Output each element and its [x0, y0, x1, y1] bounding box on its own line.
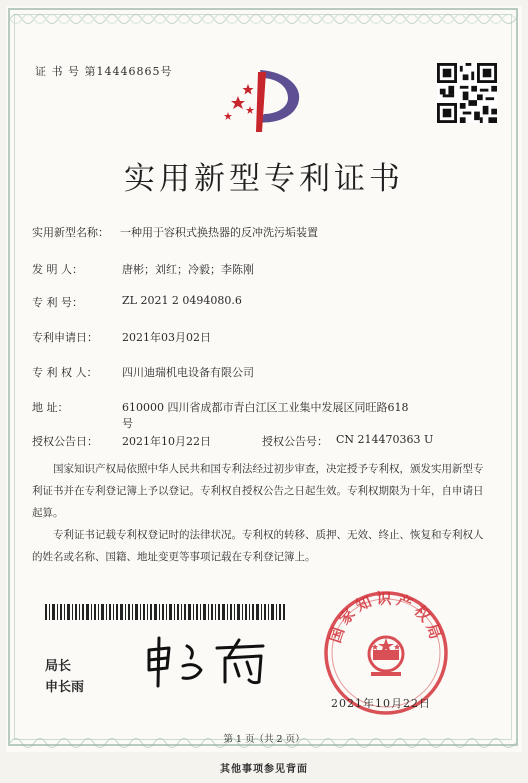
seal-date: 2021年10月22日	[331, 697, 431, 710]
grant-date-label: 授权公告日：	[32, 435, 98, 448]
utility-model-name-value: 一种用于容积式换热器的反冲洗污垢装置	[120, 226, 318, 239]
address-label: 地 址：	[32, 401, 69, 414]
svg-text:国家知识产权局: 国家知识产权局	[326, 589, 446, 646]
patentee-label: 专 利 权 人：	[32, 366, 98, 379]
patent-number-label: 专 利 号：	[32, 296, 83, 309]
legal-status-paragraph: 专利证书记载专利权登记时的法律状况。专利权的转移、质押、无效、终止、恢复和专利权人的姓名或名称、国籍、地址变更等事项记载在专利登记簿上。	[32, 529, 484, 563]
filing-date-value: 2021年03月02日	[122, 331, 211, 344]
grant-date-value: 2021年10月22日	[122, 435, 211, 448]
barcode-icon	[45, 604, 285, 620]
grant-number-label: 授权公告号：	[262, 435, 328, 448]
utility-model-name-label: 实用新型名称：	[32, 226, 109, 239]
address-value-line1: 610000 四川省成都市青白江区工业集中发展区同旺路618	[122, 401, 409, 414]
address-value-line2: 号	[122, 417, 133, 430]
top-ornament	[10, 10, 516, 28]
director-title: 局长	[45, 659, 72, 674]
certificate-title: 实用新型专利证书	[124, 161, 404, 197]
qr-code-icon	[437, 63, 497, 123]
grant-statement-paragraph: 国家知识产权局依照中华人民共和国专利法经过初步审查，决定授予专利权，颁发实用新型专利证书并在专利登记簿上予以登记。专利权自授权公告之日起生效。专利权期限为十年，自申请日起算。	[32, 463, 484, 519]
certificate-number: 证 书 号 第14446865号	[35, 65, 173, 78]
patentee-value: 四川迪瑞机电设备有限公司	[122, 366, 254, 379]
cnipa-logo-icon	[218, 66, 310, 136]
page-indicator: 第 1 页（共 2 页）	[223, 734, 305, 745]
inventor-value: 唐彬；刘红；冷毅；李陈刚	[122, 263, 254, 276]
inventor-label: 发 明 人：	[32, 263, 83, 276]
patent-number-value: ZL 2021 2 0494080.6	[122, 294, 242, 307]
filing-date-label: 专利申请日：	[32, 331, 98, 344]
director-name: 申长雨	[45, 680, 85, 695]
back-note: 其他事项参见背面	[220, 764, 308, 775]
director-signature-icon	[143, 636, 273, 688]
grant-number-value: CN 214470363 U	[336, 433, 434, 446]
